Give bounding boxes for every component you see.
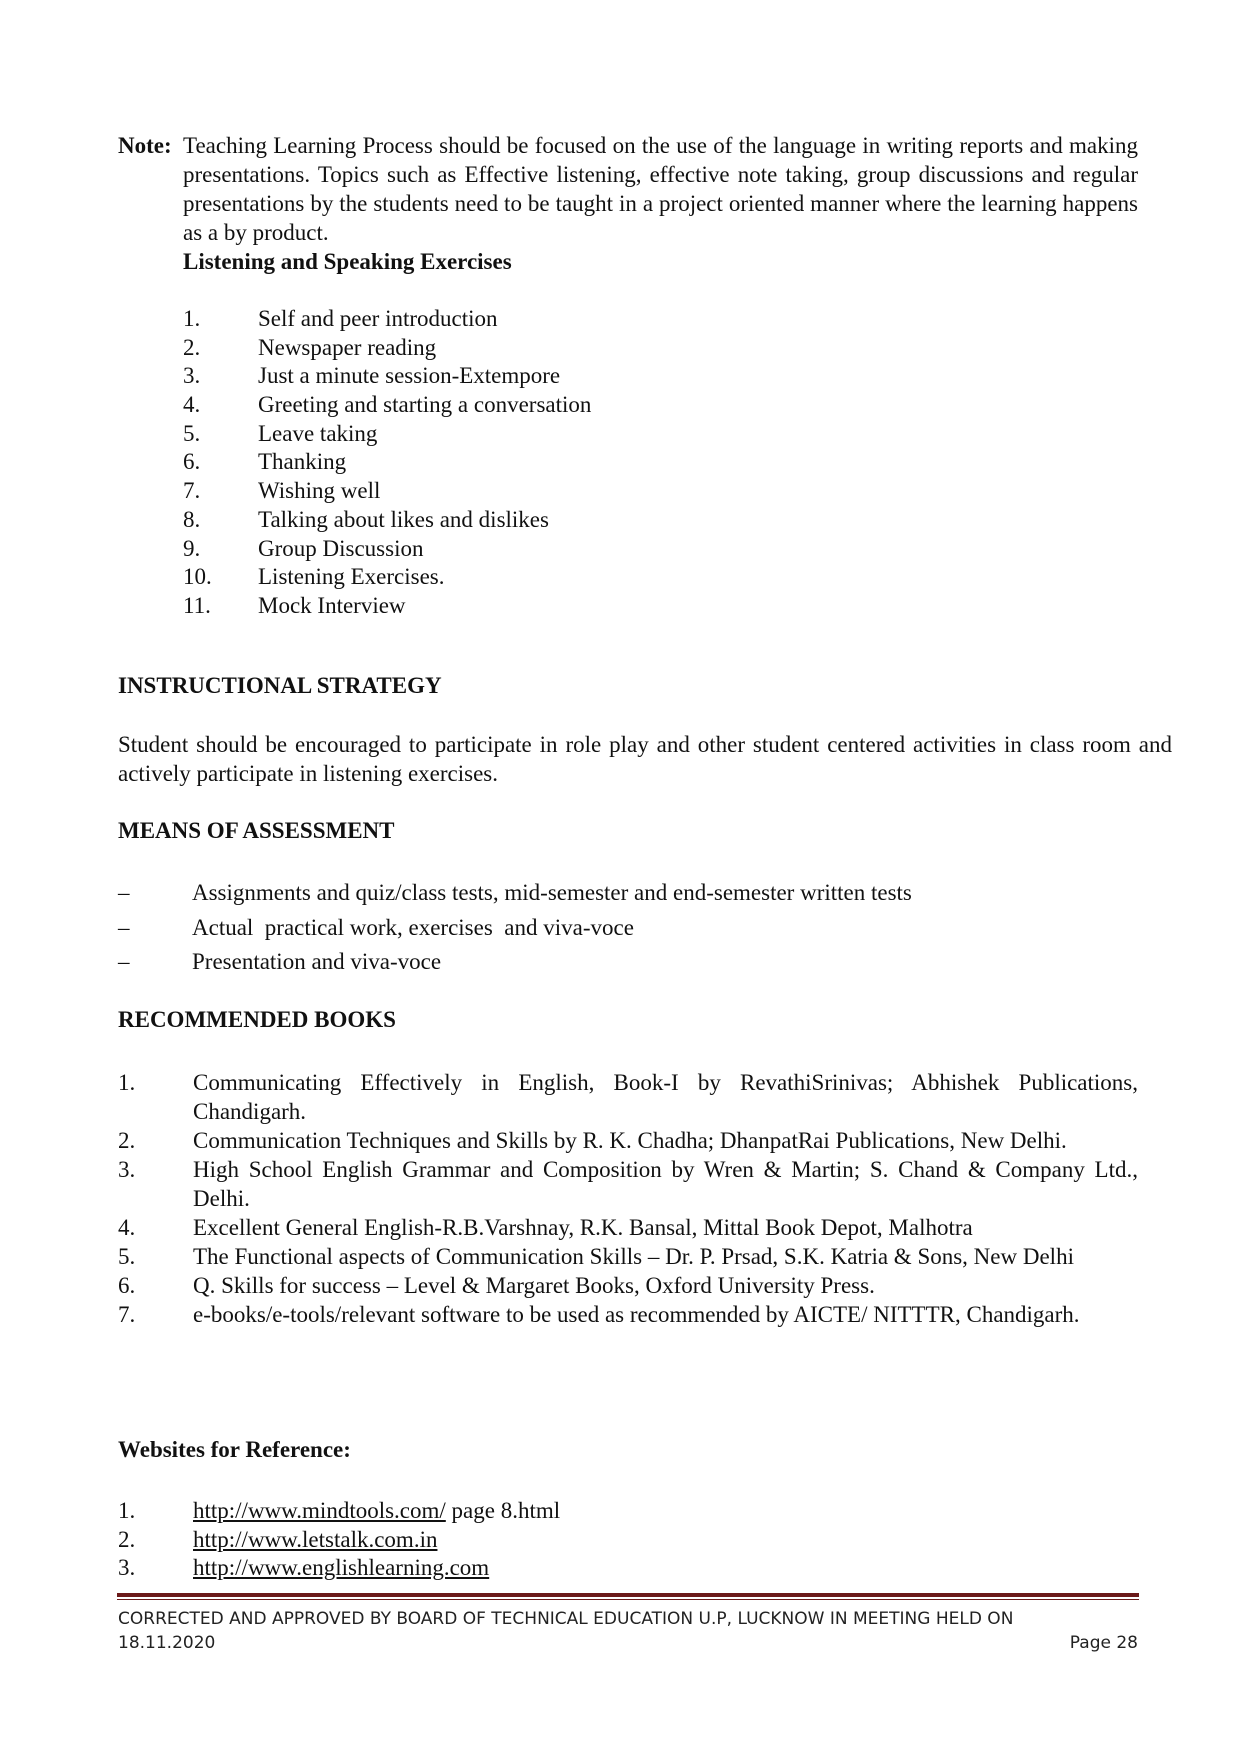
list-text: Listening Exercises.: [258, 564, 445, 590]
link-suffix: page 8.html: [445, 1498, 561, 1523]
list-item: [118, 1553, 560, 1582]
page-number: Page 28: [1069, 1633, 1138, 1653]
list-text: The Functional aspects of Communication Skills – Dr. P. Prsad, S.K. Katria & Sons, New Delhi: [193, 1244, 1074, 1269]
list-item: [183, 419, 591, 448]
list-item: [118, 1525, 560, 1554]
page-footer: [118, 1607, 1138, 1655]
list-number: 2.: [118, 1128, 136, 1153]
note-text: Teaching Learning Process should be focused on the use of the language in writing reports and making presentations. Topics such as Effective listening, effective note taking, group discussions and regular presentations by the students need to be taught in a project oriented manner where the learning happens as a by product.: [183, 133, 1138, 245]
list-item: [118, 1496, 560, 1525]
list-item: [183, 562, 591, 591]
footer-second-line: [118, 1631, 1138, 1655]
list-number: 9.: [183, 535, 201, 561]
list-item: [183, 361, 591, 390]
list-number: 5.: [183, 420, 201, 446]
website-link[interactable]: http://www.mindtools.com/: [193, 1498, 446, 1523]
list-item: [118, 913, 912, 948]
books-list: [118, 1068, 1138, 1329]
list-item: [118, 1300, 1138, 1329]
list-number: 2.: [118, 1526, 136, 1552]
listening-speaking-subheading: Listening and Speaking Exercises: [183, 249, 512, 274]
dash-bullet: –: [118, 880, 130, 905]
list-item: [118, 1242, 1138, 1271]
note-block: [118, 131, 1138, 276]
list-item: [183, 505, 591, 534]
list-item: [183, 591, 591, 620]
footer-divider-thin: [117, 1599, 1139, 1600]
websites-heading: Websites for Reference:: [118, 1437, 351, 1462]
list-number: 4.: [183, 392, 201, 418]
assessment-list: [118, 878, 912, 982]
list-text: High School English Grammar and Composition by Wren & Martin; S. Chand & Company Ltd., Delhi.: [193, 1157, 1138, 1211]
note-label: Note:: [118, 133, 172, 158]
list-text: Assignments and quiz/class tests, mid-semester and end-semester written tests: [192, 880, 912, 905]
list-text: Excellent General English-R.B.Varshnay, R.K. Bansal, Mittal Book Depot, Malhotra: [193, 1215, 973, 1240]
list-text: Actual practical work, exercises and viva-voce: [192, 914, 634, 940]
list-text: Thanking: [258, 449, 347, 475]
websites-list: [118, 1496, 560, 1582]
dash-bullet: –: [118, 914, 130, 940]
dash-bullet: –: [118, 949, 130, 974]
list-text: Wishing well: [258, 478, 381, 504]
list-item: [118, 1155, 1138, 1213]
list-item: [183, 534, 591, 563]
list-item: [183, 304, 591, 333]
list-item: [183, 390, 591, 419]
list-text: Q. Skills for success – Level & Margaret Books, Oxford University Press.: [193, 1273, 875, 1298]
list-item: [183, 333, 591, 362]
list-text: Presentation and viva-voce: [192, 949, 442, 974]
list-number: 1.: [118, 1498, 136, 1523]
list-number: 8.: [183, 506, 201, 532]
list-number: 5.: [118, 1244, 136, 1269]
list-item: [118, 1271, 1138, 1300]
list-number: 10.: [183, 564, 212, 590]
list-text: Talking about likes and dislikes: [258, 506, 549, 532]
list-text: e-books/e-tools/relevant software to be used as recommended by AICTE/ NITTTR, Chandigarh.: [193, 1302, 1080, 1327]
website-link[interactable]: http://www.letstalk.com.in: [193, 1526, 438, 1552]
instructional-strategy-heading: INSTRUCTIONAL STRATEGY: [118, 673, 442, 698]
list-item: [118, 878, 912, 913]
list-item: [118, 1213, 1138, 1242]
list-number: 1.: [118, 1070, 136, 1095]
list-number: 6.: [183, 449, 201, 475]
list-text: Just a minute session-Extempore: [258, 363, 561, 389]
footer-divider-thick: [117, 1593, 1139, 1597]
list-number: 4.: [118, 1215, 136, 1240]
means-of-assessment-heading: MEANS OF ASSESSMENT: [118, 818, 395, 843]
list-item: [118, 947, 912, 982]
list-number: 6.: [118, 1273, 136, 1298]
list-item: [183, 447, 591, 476]
list-item: [118, 1068, 1138, 1126]
list-text: Communication Techniques and Skills by R. K. Chadha; DhanpatRai Publications, New Delhi.: [193, 1128, 1067, 1153]
list-text: Leave taking: [258, 420, 378, 446]
list-item: [118, 1126, 1138, 1155]
list-item: [183, 476, 591, 505]
list-text: Mock Interview: [258, 592, 406, 618]
list-text: Self and peer introduction: [258, 306, 498, 331]
website-link[interactable]: http://www.englishlearning.com: [193, 1555, 490, 1581]
footer-approval-text: CORRECTED AND APPROVED BY BOARD OF TECHNICAL EDUCATION U.P, LUCKNOW IN MEETING HELD ON: [118, 1609, 1014, 1629]
instructional-strategy-text: Student should be encouraged to participate in role play and other student centered activities in class room and actively participate in listening exercises.: [118, 732, 1172, 786]
recommended-books-heading: RECOMMENDED BOOKS: [118, 1007, 396, 1032]
list-number: 1.: [183, 306, 201, 331]
list-text: Group Discussion: [258, 535, 424, 561]
list-number: 7.: [118, 1302, 136, 1327]
footer-date: 18.11.2020: [118, 1633, 216, 1653]
list-text: Newspaper reading: [258, 334, 437, 360]
list-number: 3.: [183, 363, 201, 389]
list-number: 3.: [118, 1157, 136, 1182]
list-text: Greeting and starting a conversation: [258, 392, 592, 418]
list-number: 2.: [183, 334, 201, 360]
exercise-list: [183, 304, 591, 620]
list-number: 11.: [183, 592, 211, 618]
list-number: 3.: [118, 1555, 136, 1581]
list-number: 7.: [183, 478, 201, 504]
list-text: Communicating Effectively in English, Book-I by RevathiSrinivas; Abhishek Publications, Chandigarh.: [193, 1070, 1138, 1124]
